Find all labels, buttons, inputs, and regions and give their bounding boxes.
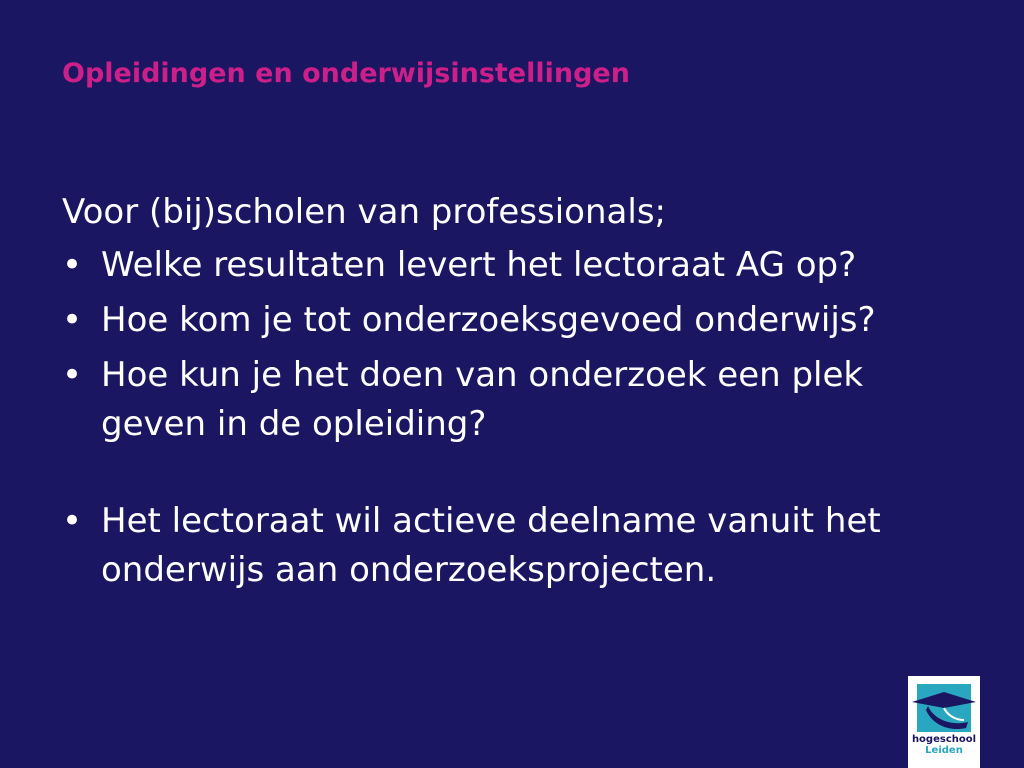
bullet-text: Hoe kun je het doen van onderzoek een plek geven in de opleiding? [101, 355, 864, 444]
logo-text-hogeschool: hogeschool [911, 734, 977, 745]
logo-emblem-icon [908, 676, 980, 734]
bullet-list [62, 241, 962, 595]
bullet-item [62, 351, 962, 449]
bullet-text: Hoe kom je tot onderzoeksgevoed onderwijs? [101, 300, 876, 340]
slide-title: Opleidingen en onderwijsinstellingen [62, 58, 630, 89]
intro-text: Voor (bij)scholen van professionals; [62, 192, 666, 232]
bullet-icon: • [62, 501, 83, 541]
hogeschool-leiden-logo [908, 676, 980, 768]
slide-body [62, 188, 962, 601]
logo-text-leiden: Leiden [925, 745, 963, 756]
bullet-item [62, 241, 962, 290]
bullet-item [62, 497, 962, 595]
bullet-icon: • [62, 245, 83, 285]
bullet-text: Welke resultaten levert het lectoraat AG op? [101, 245, 857, 285]
bullet-item [62, 296, 962, 345]
bullet-text: Het lectoraat wil actieve deelname vanuit het onderwijs aan onderzoeksprojecten. [101, 501, 881, 590]
bullet-icon: • [62, 300, 83, 340]
bullet-icon: • [62, 355, 83, 395]
